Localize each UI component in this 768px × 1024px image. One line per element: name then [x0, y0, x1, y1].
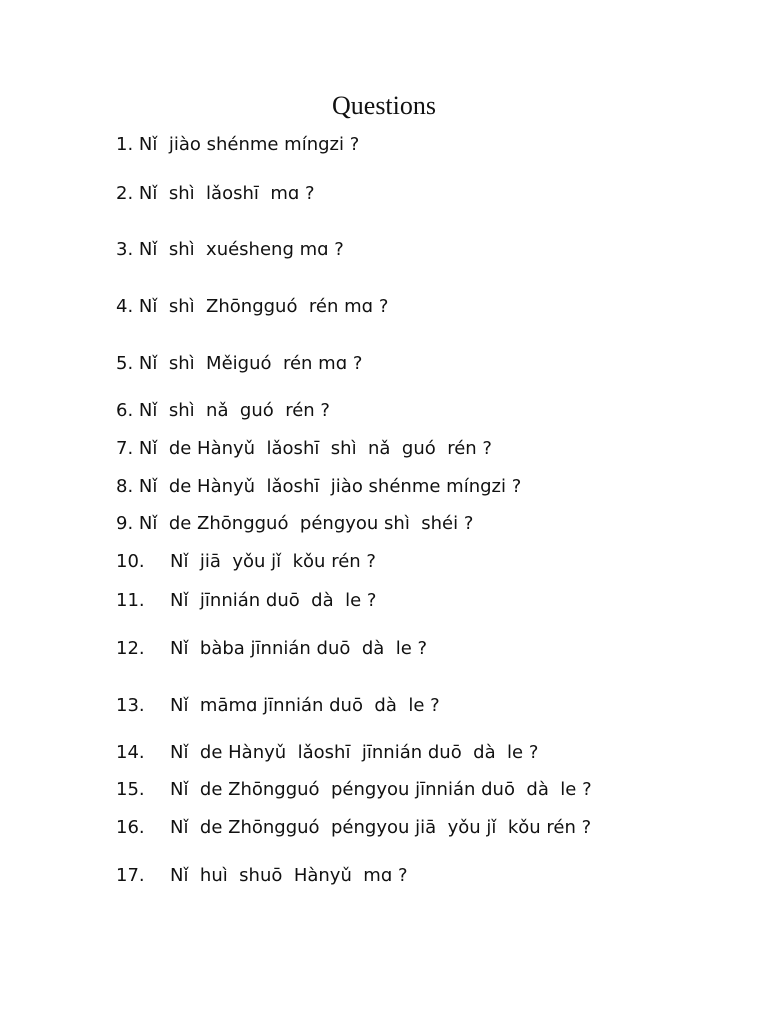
question-text: Nǐ de Hànyǔ lǎoshī jīnnián duō dà le ?: [170, 742, 539, 763]
question-number: 7.: [116, 438, 134, 459]
question-number: 12.: [116, 638, 145, 659]
question-number: 13.: [116, 695, 145, 716]
question-5: [116, 352, 362, 376]
question-number: 16.: [116, 817, 145, 838]
question-number: 15.: [116, 779, 145, 800]
question-number: 5.: [116, 353, 134, 374]
question-9: [116, 512, 473, 536]
question-number: 14.: [116, 742, 145, 763]
question-text: Nǐ de Hànyǔ lǎoshī jiào shénme míngzi ?: [133, 476, 522, 497]
question-text: Nǐ shì nǎ guó rén ?: [133, 400, 330, 421]
question-17: [116, 864, 408, 888]
question-text: Nǐ jiào shénme míngzi ?: [133, 134, 360, 155]
question-text: Nǐ shì Zhōngguó rén mɑ ?: [133, 296, 389, 317]
question-4: [116, 295, 388, 319]
question-7: [116, 437, 492, 461]
question-13: [116, 694, 440, 718]
question-number: 4.: [116, 296, 134, 317]
question-number: 9.: [116, 513, 134, 534]
question-3: [116, 238, 344, 262]
question-10: [116, 550, 376, 574]
question-text: Nǐ de Zhōngguó péngyou shì shéi ?: [133, 513, 474, 534]
question-text: Nǐ jīnnián duō dà le ?: [170, 590, 377, 611]
question-text: Nǐ shì xuésheng mɑ ?: [133, 239, 344, 260]
question-text: Nǐ de Hànyǔ lǎoshī shì nǎ guó rén ?: [133, 438, 492, 459]
question-15: [116, 778, 592, 802]
question-text: Nǐ de Zhōngguó péngyou jiā yǒu jǐ kǒu rén ?: [170, 817, 592, 838]
question-number: 3.: [116, 239, 134, 260]
question-text: Nǐ huì shuō Hànyǔ mɑ ?: [170, 865, 408, 886]
question-text: Nǐ de Zhōngguó péngyou jīnnián duō dà le ?: [170, 779, 592, 800]
question-text: Nǐ jiā yǒu jǐ kǒu rén ?: [170, 551, 376, 572]
question-2: [116, 182, 315, 206]
question-number: 1.: [116, 134, 134, 155]
question-number: 11.: [116, 590, 145, 611]
question-number: 6.: [116, 400, 134, 421]
page-title: Questions: [332, 91, 436, 120]
question-number: 10.: [116, 551, 145, 572]
question-text: Nǐ shì Měiguó rén mɑ ?: [133, 353, 363, 374]
question-text: Nǐ shì lǎoshī mɑ ?: [133, 183, 315, 204]
question-11: [116, 589, 376, 613]
question-1: [116, 133, 359, 157]
question-text: Nǐ bàba jīnnián duō dà le ?: [170, 638, 428, 659]
question-12: [116, 637, 427, 661]
question-16: [116, 816, 591, 840]
question-14: [116, 741, 538, 765]
question-6: [116, 399, 330, 423]
question-number: 8.: [116, 476, 134, 497]
question-8: [116, 475, 521, 499]
question-text: Nǐ māmɑ jīnnián duō dà le ?: [170, 695, 440, 716]
question-number: 17.: [116, 865, 145, 886]
question-number: 2.: [116, 183, 134, 204]
